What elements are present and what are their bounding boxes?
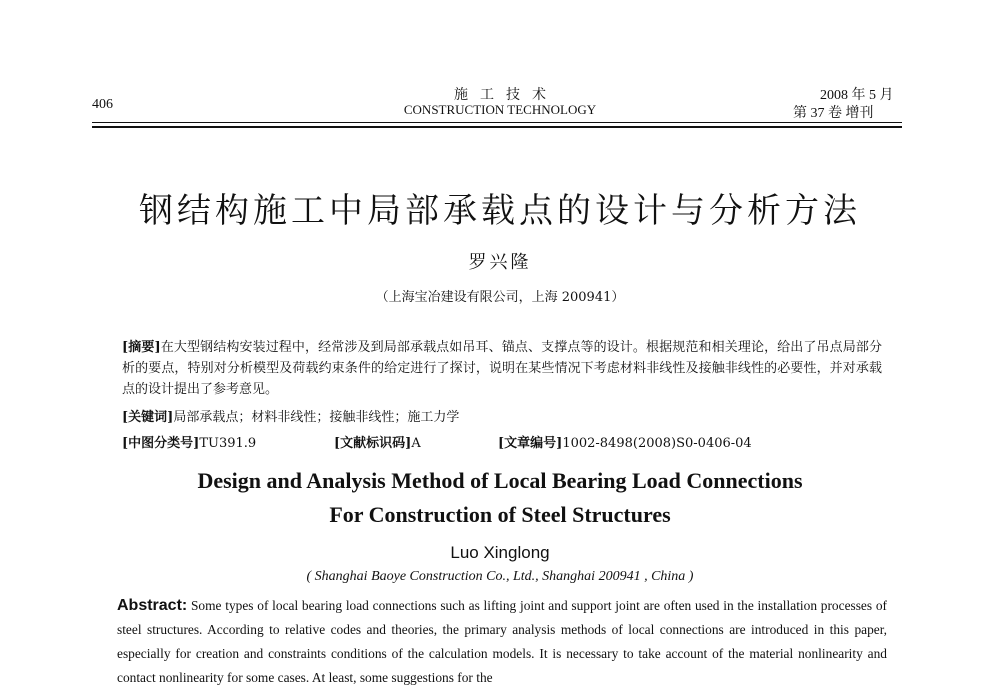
- doc-code-label: [文献标识码]: [334, 436, 412, 451]
- article-id-value: 1002-8498(2008)S0-0406-04: [562, 436, 752, 451]
- doc-code-value: A: [411, 436, 421, 451]
- issue-date: 2008 年 5 月: [820, 88, 894, 103]
- header-rule-thick: [92, 126, 902, 128]
- abstract-cn: [122, 337, 882, 400]
- clc-label: [中图分类号]: [122, 436, 200, 451]
- abstract-cn-text: 在大型钢结构安装过程中，经常涉及到局部承载点如吊耳、锚点、支撑点等的设计。根据规范和相关理论，给出了吊点局部分析的要点，特别对分析模型及荷载约束条件的给定进行了探讨，说明在某些情况下考虑材料非线性及接触非线性的必要性，并对承载点的设计提出了参考意见。: [122, 340, 882, 397]
- article-title-cn: 钢结构施工中局部承载点的设计与分析方法: [139, 191, 861, 231]
- doc-code-field: [334, 432, 421, 451]
- header-rule-thin: [92, 122, 902, 123]
- article-id-label: [文章编号]: [498, 436, 563, 451]
- article-title-en-line1: Design and Analysis Method of Local Bearing Load Connections: [197, 468, 803, 493]
- journal-title-cn: 施工技术: [454, 87, 558, 103]
- author-en: Luo Xinglong: [450, 543, 550, 562]
- keywords-text: 局部承载点；材料非线性；接触非线性；施工力学: [173, 410, 460, 425]
- clc-value: TU391.9: [199, 436, 257, 451]
- affiliation-cn: （上海宝冶建设有限公司，上海 200941）: [375, 290, 625, 305]
- affiliation-en: ( Shanghai Baoye Construction Co., Ltd., Shanghai 200941 , China ): [306, 569, 694, 584]
- page-number: 406: [92, 97, 113, 112]
- abstract-en-text: Some types of local bearing load connections such as lifting joint and support joint are often used in the installation processes of steel structures. According to relative codes and theories, the primary analysis methods of local connections are introduced in this paper, especially for creation and constraints conditions of the calculation models. It is necessary to take account of the material nonlinearity and contact nonlinearity for some cases. At least, some suggestions for the: [117, 598, 887, 685]
- article-id-field: [498, 432, 752, 451]
- clc-field: [122, 432, 256, 451]
- keywords: [122, 406, 459, 425]
- issue-volume: 第 37 卷 增刊: [793, 106, 874, 121]
- abstract-en-label: Abstract:: [117, 597, 188, 614]
- abstract-en: [117, 594, 887, 690]
- keywords-label: [关键词]: [122, 410, 174, 425]
- abstract-cn-label: [摘要]: [122, 340, 161, 355]
- author-cn: 罗兴隆: [468, 252, 532, 273]
- article-title-en-line2: For Construction of Steel Structures: [329, 502, 671, 527]
- journal-title-en: CONSTRUCTION TECHNOLOGY: [403, 102, 597, 117]
